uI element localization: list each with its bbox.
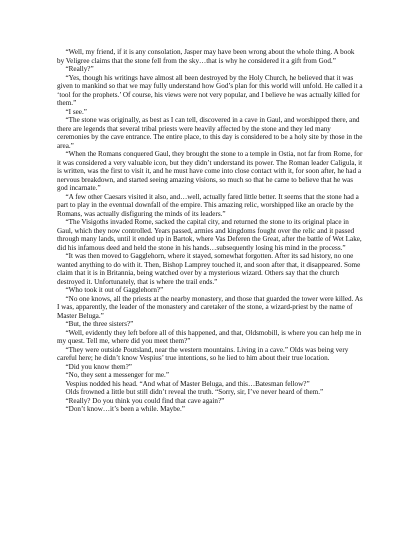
- paragraph: “Really?”: [65, 65, 94, 73]
- paragraph: “They were outside Poutsland, near the western mountains. Living in a cave.” Olds was being very careful here; he didn’t know Vespius’ true intentions, so he lied to him about their true location.: [57, 345, 349, 362]
- paragraph: “Yes, though his writings have almost all been destroyed by the Holy Church, he believed that it was given to mankind so that we may fully understand how God’s plan for this world will unfold. He called it a ‘tool for the prophets.’ Of course, his views were not very popular, and I believe he was actually killed for them.”: [57, 73, 363, 107]
- paragraph: “Well, my friend, if it is any consolation, Jasper may have been wrong about the whole thing. A book by Veligree claims that the stone fell from the sky…that is why he considered it a gift from God.”: [57, 48, 355, 65]
- body-text: [57, 48, 363, 414]
- paragraph: “It was then moved to Gagglehorn, where it stayed, somewhat forgotten. After its sad history, no one wanted anything to do with it. Then, Bishop Lamprey touched it, and soon after that, it disappeared. Some claim that it is in Britannia, being watched over by a mysterious wizard. Others say that the church destroyed it. Unfortunately, that is where the trail ends.”: [57, 252, 361, 286]
- paragraph: “I see.”: [65, 107, 87, 116]
- paragraph: “Well, evidently they left before all of this happened, and that, Oldsmobill, is where you can help me in my quest. Tell me, where did you meet them?”: [57, 328, 362, 345]
- paragraph: “The Visigoths invaded Rome, sacked the capital city, and returned the stone to its original place in Gaul, which they now controlled. Years passed, armies and kingdoms fought over the relic and it passed through many lands, until it ended up in Bartok, where Vas Deferen the Great, after the battle of Wet Lake, did his infamous deed and held the stone in his hands…subsequently losing his mind in the process.”: [57, 218, 362, 252]
- paragraph: Vespius nodded his head. “And what of Master Beluga, and this…Batesman fellow?”: [65, 379, 310, 388]
- paragraph: “When the Romans conquered Gaul, they brought the stone to a temple in Ostia, not far from Rome, for it was considered a very valuable icon, but they didn’t understand its power. The Roman leader Caligula, it is written, was the first to visit it, and he must have come into close contact with it, for soon after, he had a nervous breakdown, and started seeing amazing visions, so much so that he came to believe that he was god incarnate.”: [57, 150, 363, 192]
- paragraph: “A few other Caesars visited it also, and…well, actually fared little better. It seems that the stone had a part to play in the eventual downfall of the empire. This amazing relic, worshipped like an oracle by the Romans, was actually disfiguring the minds of its leaders.”: [57, 192, 359, 218]
- paragraph: “Did you know them?”: [65, 362, 132, 371]
- paragraph: “No, they sent a messenger for me.”: [65, 371, 170, 379]
- paragraph: “Don’t know…it’s been a while. Maybe.”: [65, 405, 185, 413]
- paragraph: Olds frowned a little but still didn’t reveal the truth. “Sorry, sir, I’ve never heard of them.”: [65, 388, 324, 396]
- paragraph: “The stone was originally, as best as I can tell, discovered in a cave in Gaul, and worshipped there, and there are legends that several tribal priests were heavily affected by the stone and they led many ceremonies by the cave entrance. The entire place, to this day is considered to be a holy site by those in the area.”: [57, 116, 363, 150]
- paragraph: “Really? Do you think you could find that cave again?”: [65, 396, 225, 405]
- paragraph: “Who took it out of Gagglehorn?”: [65, 286, 164, 294]
- paragraph: “No one knows, all the priests at the nearby monastery, and those that guarded the tower were killed. As I was, apparently, the leader of the monastery and caretaker of the stone, a wizard-priest by the name of Master Beluga.”: [57, 294, 363, 320]
- paragraph: “But, the three sisters?”: [65, 320, 134, 328]
